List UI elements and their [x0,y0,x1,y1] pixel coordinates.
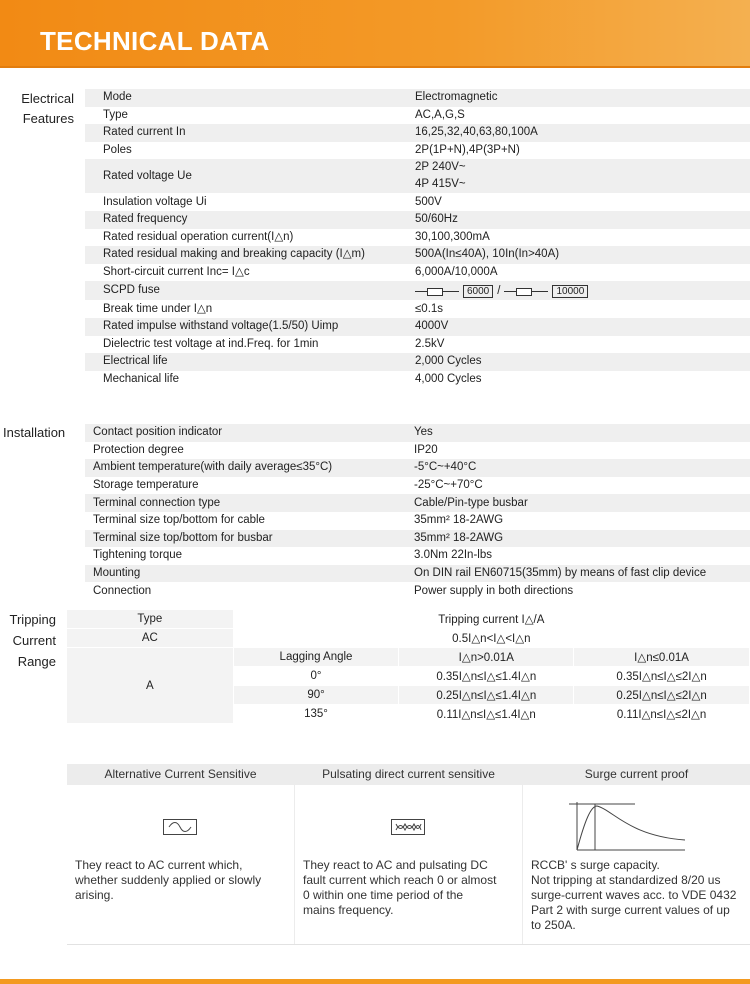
spec-key: Connection [85,582,408,600]
spec-value: 50/60Hz [409,211,750,229]
trip-c1: 0.35I△n≤I△≤1.4I△n [399,667,574,686]
spec-row [85,318,750,336]
spec-key: Mounting [85,565,408,583]
spec-value: On DIN rail EN60715(35mm) by means of fast clip device [408,565,750,583]
spec-value: 500V [409,193,750,211]
spec-row [85,547,750,565]
trip-h1: I△n>0.01A [399,648,574,667]
spec-value-line: 4P 415V~ [415,178,466,191]
spec-value: 35mm² 18-2AWG [408,530,750,548]
spec-row [85,142,750,160]
spec-key: Rated residual operation current(I△n) [85,229,409,247]
spec-value: 4000V [409,318,750,336]
spec-row [85,229,750,247]
fuse-separator: / [497,285,501,298]
card-title: Alternative Current Sensitive [67,764,294,785]
electrical-label-line2: Features [22,111,74,126]
card-text-line: mains frequency. [303,903,394,917]
spec-row [85,264,750,282]
trip-angle: 0° [233,667,399,686]
footer-bar [0,979,750,984]
trip-header-row [67,610,750,629]
spec-row [85,371,750,389]
card-text [75,858,261,903]
spec-row [85,477,750,495]
tripping-label-line2: Current [12,633,56,648]
spec-row [85,89,750,107]
spec-key: Dielectric test voltage at ind.Freq. for 1min [85,336,409,354]
card-text-line: fault current which reach 0 or almost [303,873,497,887]
trip-current-header: Tripping current I△/A [233,610,749,629]
surge-curve-icon [567,800,687,854]
spec-key: Short-circuit current Inc= I△c [85,264,409,282]
trip-ac-row [67,629,750,648]
spec-key: Terminal size top/bottom for busbar [85,530,408,548]
spec-value: IP20 [408,442,750,460]
card-text [531,858,736,933]
spec-row [85,512,750,530]
spec-key: Poles [85,142,409,160]
card-text-line: surge-current waves acc. to VDE 0432 [531,888,737,902]
trip-ac-value: 0.5I△n<I△<I△n [233,629,749,648]
spec-key: Rated voltage Ue [85,159,409,193]
spec-value: 6,000A/10,000A [409,264,750,282]
feature-cards [67,764,750,945]
spec-key: Break time under I△n [85,300,409,318]
spec-row [85,281,750,300]
cards-bottom-rule [67,944,750,945]
spec-value: ≤0.1s [409,300,750,318]
spec-value: Cable/Pin-type busbar [408,494,750,512]
spec-value: 4,000 Cycles [409,371,750,389]
spec-value: -25°C~+70°C [408,477,750,495]
spec-key: SCPD fuse [85,281,409,300]
tripping-section-label [10,609,56,672]
spec-value: -5°C~+40°C [408,459,750,477]
fuse-icon [504,291,548,292]
spec-key: Storage temperature [85,477,408,495]
page-title: TECHNICAL DATA [40,26,270,56]
spec-key: Mechanical life [85,371,409,389]
spec-key: Tightening torque [85,547,408,565]
trip-a-type: A [67,648,234,724]
card-text-line: Part 2 with surge current values of up [531,903,730,917]
spec-value: Electromagnetic [409,89,750,107]
tripping-current-table [66,609,750,724]
spec-key: Rated impulse withstand voltage(1.5/50) Uimp [85,318,409,336]
spec-key: Insulation voltage Ui [85,193,409,211]
card-text-line: 0 within one time period of the [303,888,464,902]
electrical-section-label [21,89,74,129]
spec-row [85,459,750,477]
spec-key: Ambient temperature(with daily average≤35°C) [85,459,408,477]
spec-value: Yes [408,424,750,442]
electrical-label-line1: Electrical [21,91,74,106]
card-title: Pulsating direct current sensitive [295,764,522,785]
spec-key: Type [85,107,409,125]
scpd-fuse-graphic [415,283,588,300]
card-pulsating-dc [295,764,523,945]
spec-key: Rated current In [85,124,409,142]
header-banner [0,0,750,68]
card-text-line: whether suddenly applied or slowly [75,873,262,887]
spec-key: Rated residual making and breaking capacity (I△m) [85,246,409,264]
spec-row [85,159,750,193]
spec-key: Electrical life [85,353,409,371]
card-title: Surge current proof [523,764,750,785]
card-text-line: RCCB' s surge capacity. [531,858,660,872]
card-text-line: They react to AC current which, [75,858,243,872]
spec-key: Terminal size top/bottom for cable [85,512,408,530]
card-text-line: arising. [75,888,114,902]
spec-row [85,193,750,211]
spec-row [85,246,750,264]
spec-key: Rated frequency [85,211,409,229]
card-surge-proof [523,764,750,945]
card-text [303,858,496,918]
spec-row [85,353,750,371]
fuse-icon [415,291,459,292]
trip-type-header: Type [67,610,234,629]
ac-sine-icon [163,819,197,835]
spec-key: Protection degree [85,442,408,460]
spec-value: Power supply in both directions [408,582,750,600]
spec-value: 16,25,32,40,63,80,100A [409,124,750,142]
spec-key: Contact position indicator [85,424,408,442]
header-underline [0,66,750,68]
fuse-rating: 6000 [463,285,493,298]
trip-c2: 0.35I△n≤I△≤2I△n [574,667,750,686]
trip-c2: 0.25I△n≤I△≤2I△n [574,686,750,705]
tripping-label-line1: Tripping [9,612,56,627]
installation-section-label: Installation [3,425,66,440]
trip-angle: 135° [233,705,399,724]
spec-value: 2P(1P+N),4P(3P+N) [409,142,750,160]
trip-ac-type: AC [67,629,234,648]
spec-value-line: 2P 240V~ [415,161,466,174]
trip-c1: 0.11I△n≤I△≤1.4I△n [399,705,574,724]
spec-row [85,442,750,460]
spec-value [409,159,750,193]
spec-value: 500A(In≤40A), 10In(In>40A) [409,246,750,264]
spec-row [85,107,750,125]
spec-row [85,424,750,442]
fuse-rating: 10000 [552,285,588,298]
spec-row [85,124,750,142]
trip-h2: I△n≤0.01A [574,648,750,667]
spec-row [85,565,750,583]
spec-value: 2,000 Cycles [409,353,750,371]
spec-row [85,582,750,600]
spec-row [85,336,750,354]
card-text-line: to 250A. [531,918,576,932]
spec-value: 3.0Nm 22In-lbs [408,547,750,565]
trip-lag-header: Lagging Angle [233,648,399,667]
card-text-line: Not tripping at standardized 8/20 us [531,873,721,887]
card-text-line: They react to AC and pulsating DC [303,858,488,872]
trip-a-header-row [67,648,750,667]
spec-row [85,300,750,318]
spec-value: 30,100,300mA [409,229,750,247]
trip-c1: 0.25I△n≤I△≤1.4I△n [399,686,574,705]
trip-angle: 90° [233,686,399,705]
spec-value: 35mm² 18-2AWG [408,512,750,530]
spec-row [85,494,750,512]
electrical-features-table [85,89,750,388]
pulsating-dc-icon [391,819,425,835]
spec-value [409,281,750,300]
tripping-label-line3: Range [17,654,56,669]
spec-value: 2.5kV [409,336,750,354]
trip-c2: 0.11I△n≤I△≤2I△n [574,705,750,724]
spec-row [85,530,750,548]
installation-table [85,424,750,600]
spec-key: Terminal connection type [85,494,408,512]
spec-key: Mode [85,89,409,107]
card-ac-sensitive [67,764,295,945]
spec-value: AC,A,G,S [409,107,750,125]
spec-row [85,211,750,229]
